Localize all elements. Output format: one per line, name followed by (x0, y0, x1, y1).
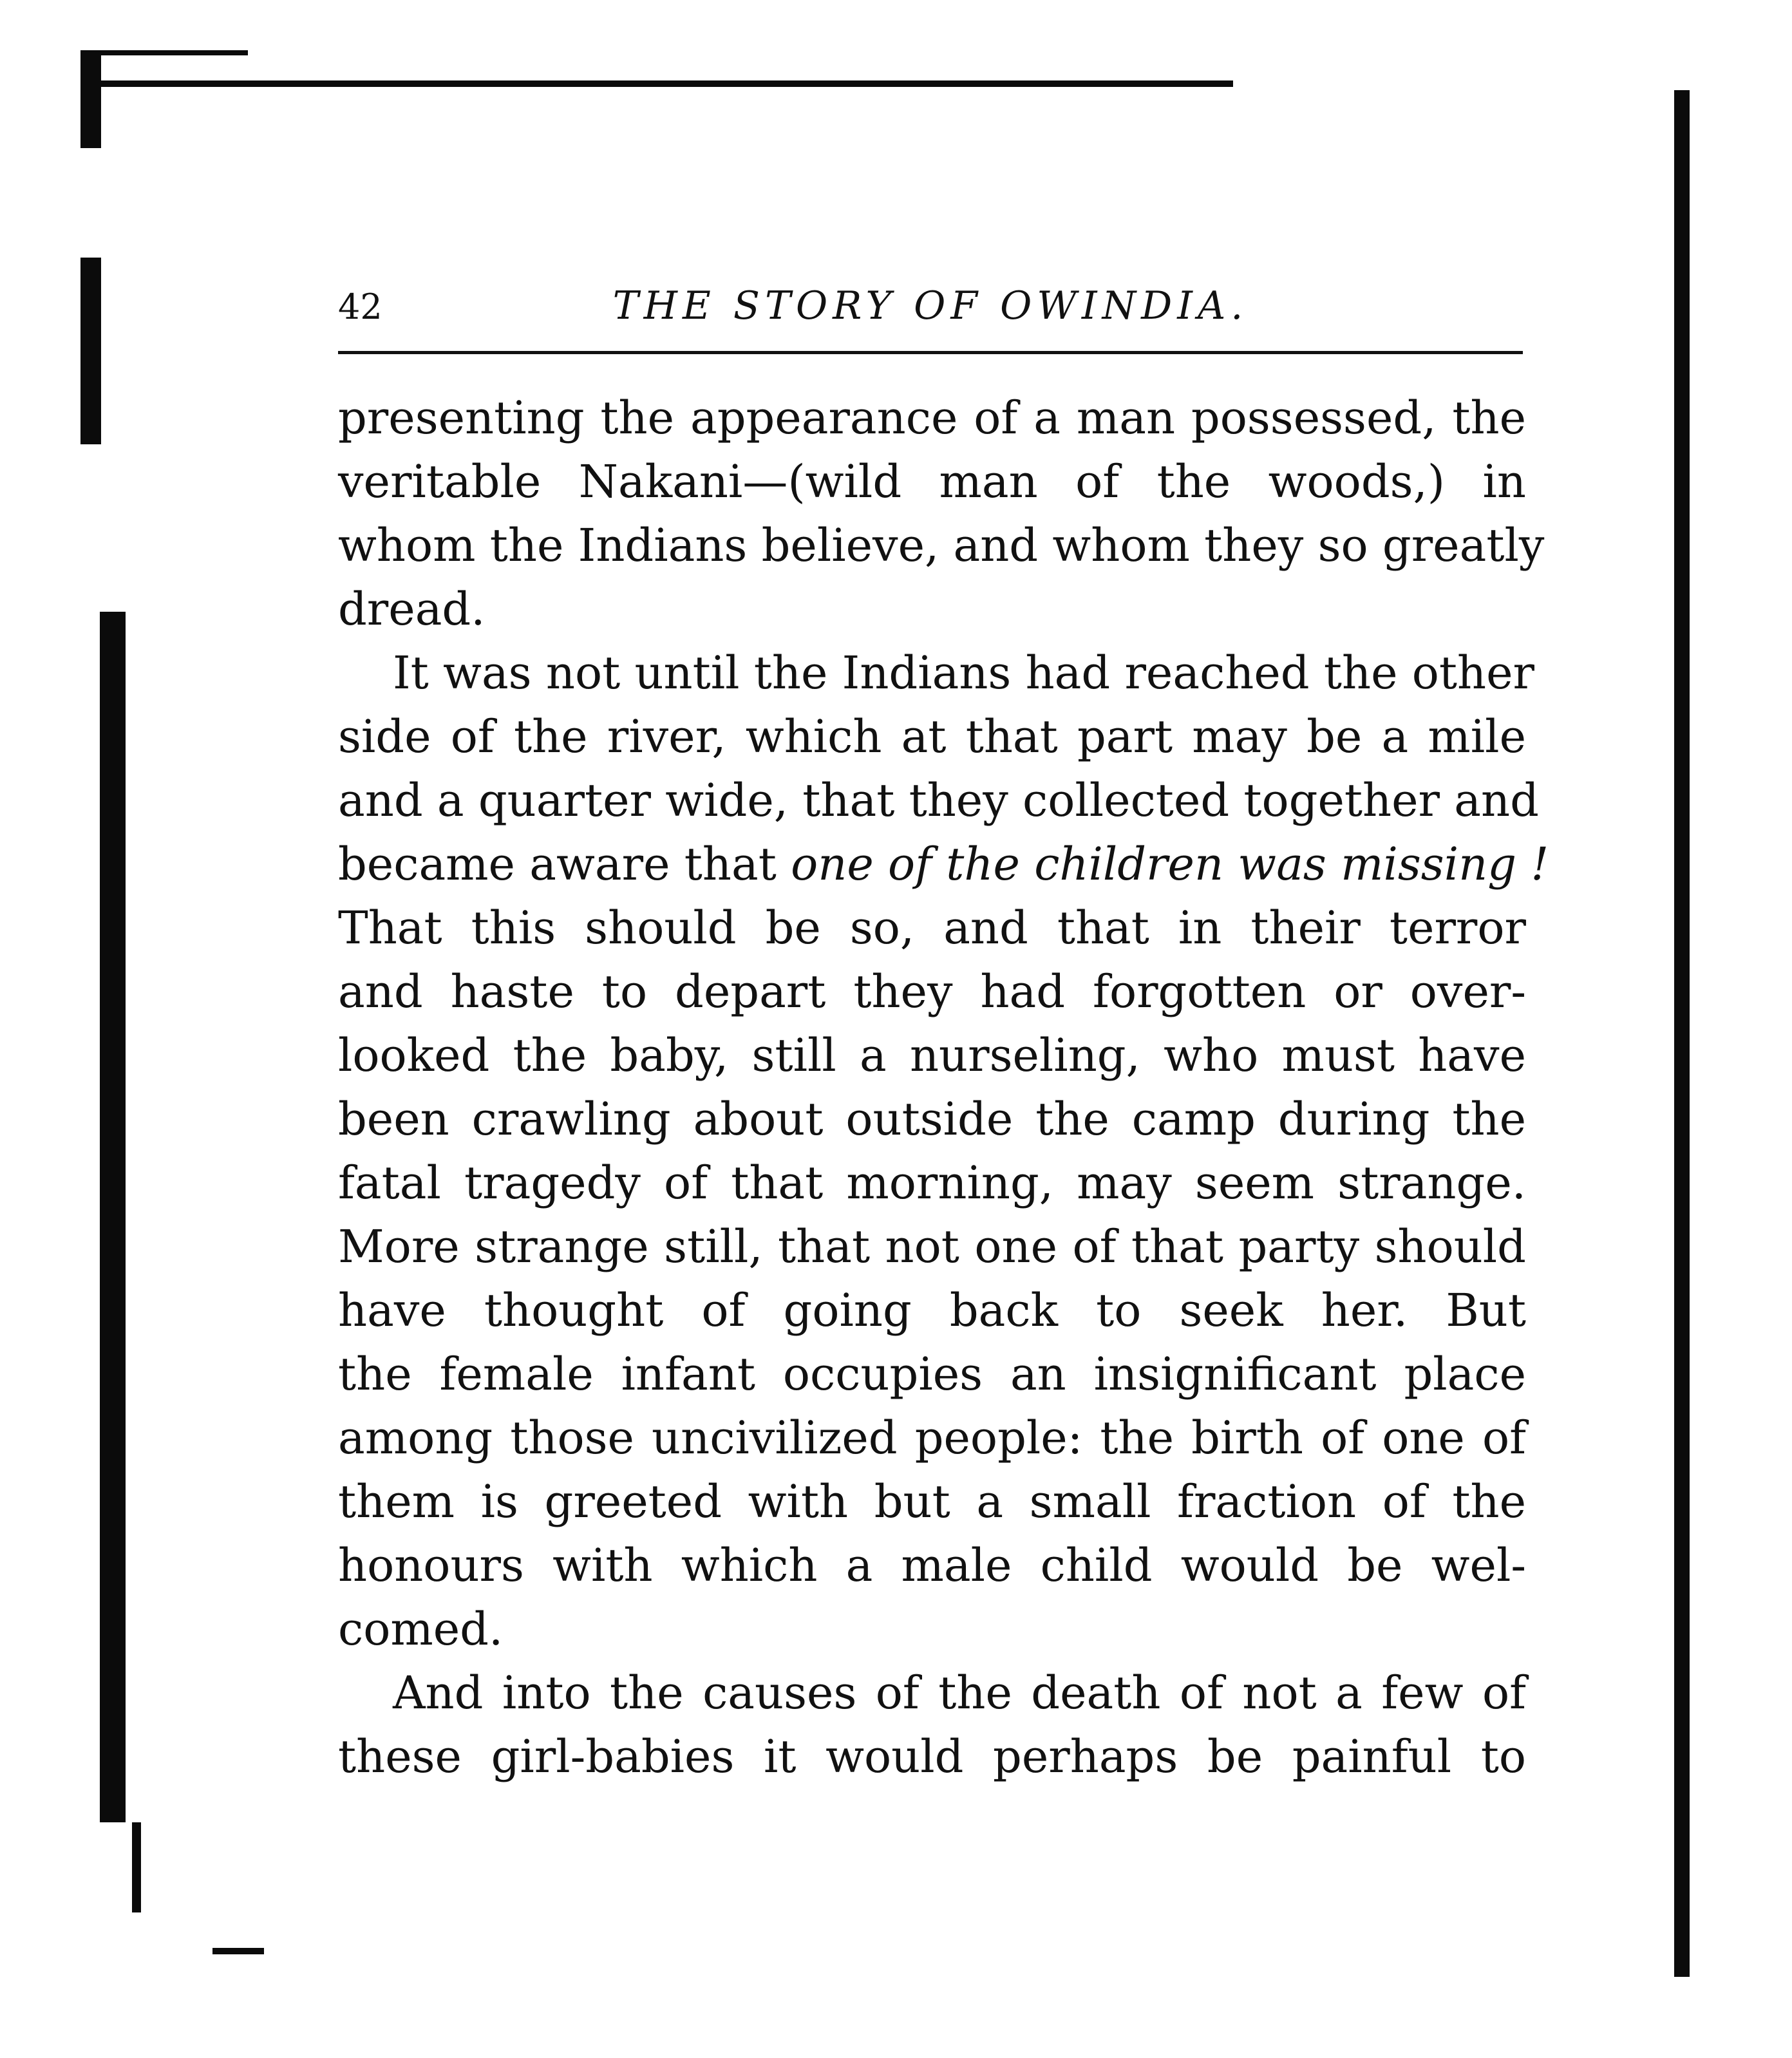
text-line: them is greeted with but a small fraction of the (338, 1475, 1526, 1528)
text-line: More strange still, that not one of that party should (338, 1220, 1526, 1273)
text-line: veritable Nakani—(wild man of the woods,) in (338, 455, 1526, 508)
page-number: 42 (338, 287, 382, 327)
body-text (338, 386, 1549, 1789)
text-line: fatal tragedy of that morning, may seem strange. (338, 1156, 1526, 1209)
text-line: and a quarter wide, that they collected together and (338, 774, 1539, 827)
paragraph (338, 1661, 1526, 1789)
paragraph (338, 386, 1545, 641)
scan-border-left-upper (80, 52, 101, 148)
text-line: presenting the appearance of a man possessed, the (338, 392, 1526, 444)
scan-border-left-mid (80, 258, 101, 444)
text-line: And into the causes of the death of not a few of (393, 1666, 1526, 1719)
text-line-with-emphasis (338, 833, 1549, 896)
scan-border-bottom (212, 1948, 264, 1954)
running-title: THE STORY OF OWINDIA. (612, 283, 1249, 328)
text-line: That this should be so, and that in their terror (338, 902, 1526, 954)
running-head (338, 270, 1523, 335)
scan-border-top (80, 80, 1233, 87)
text-line: It was not until the Indians had reached the other (393, 647, 1535, 699)
text-line: and haste to depart they had forgotten or over- (338, 965, 1526, 1018)
paragraph (338, 641, 1549, 1661)
header-rule (338, 351, 1523, 354)
text-line: dread. (338, 583, 486, 636)
text-line: side of the river, which at that part may be a mile (338, 710, 1526, 763)
text-line: have thought of going back to seek her. But (338, 1284, 1526, 1337)
scan-border-left-tail (132, 1822, 141, 1912)
text-line: the female infant occupies an insignificant place (338, 1348, 1526, 1401)
text-line: comed. (338, 1603, 504, 1656)
scan-border-right (1674, 90, 1690, 1977)
text-line: looked the baby, still a nurseling, who must have (338, 1029, 1526, 1082)
text-line: honours with which a male child would be wel- (338, 1539, 1526, 1592)
text-line: among those uncivilized people: the birth of one of (338, 1411, 1526, 1464)
text-line: whom the Indians believe, and whom they so greatly (338, 519, 1545, 572)
text-line-start: became aware that (338, 838, 777, 891)
scan-border-left-lower (100, 612, 126, 1822)
text-line: these girl-babies it would perhaps be painful to (338, 1730, 1526, 1783)
emphasized-text: one of the children was missing ! (791, 838, 1549, 891)
scan-border-top-thin (80, 50, 248, 55)
text-line: been crawling about outside the camp during the (338, 1093, 1526, 1146)
